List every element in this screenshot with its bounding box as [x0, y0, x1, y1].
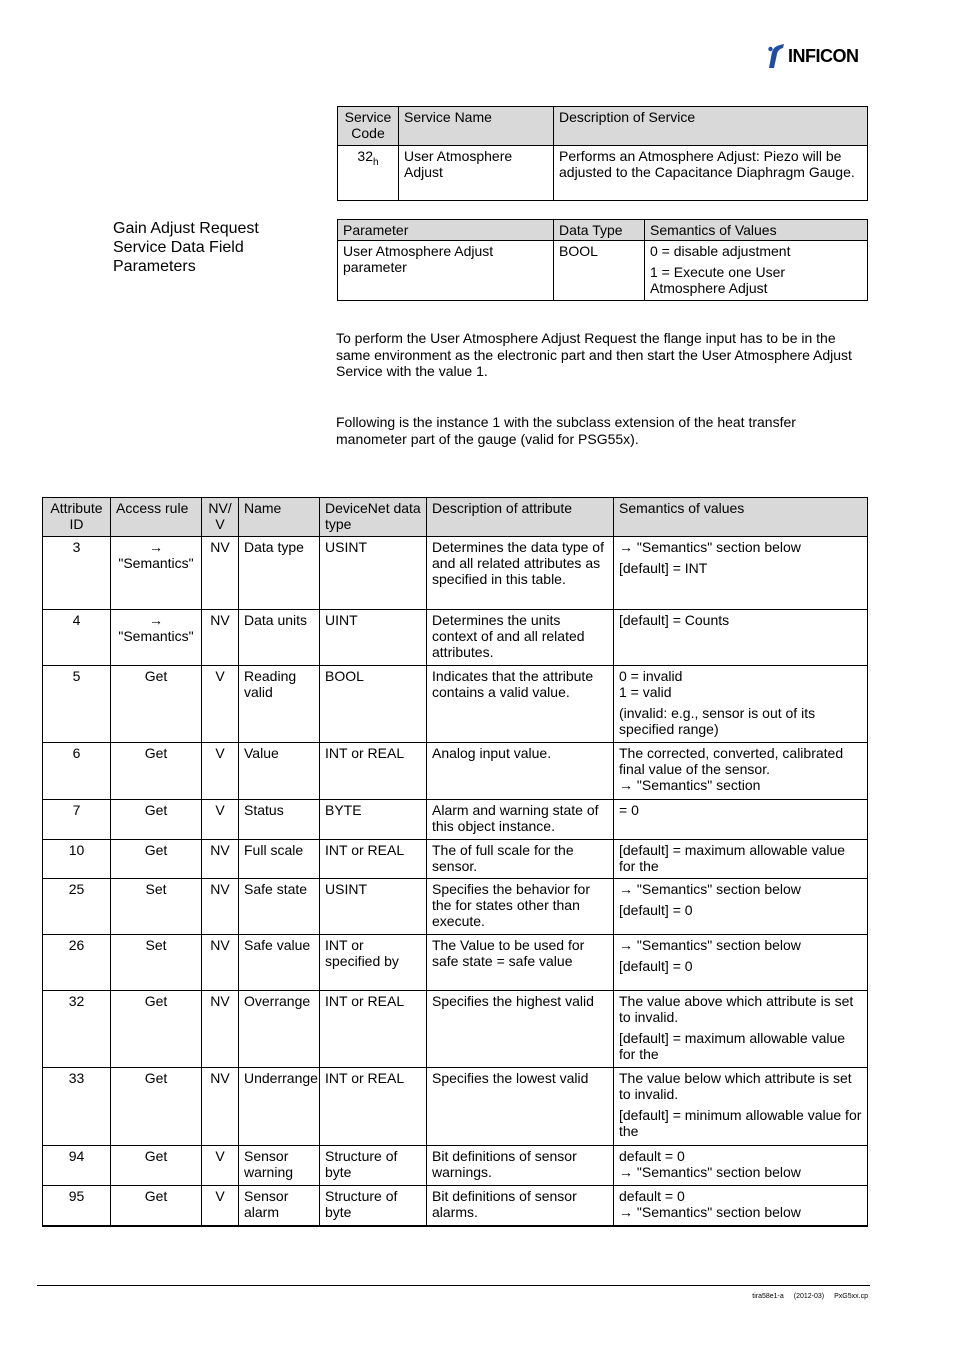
devicenet-type: Structure of byte	[320, 1146, 427, 1186]
column-header: Access rule	[111, 498, 202, 537]
attribute-description: The Value to be used for safe state = safe value	[427, 935, 614, 991]
devicenet-type: INT or REAL	[320, 991, 427, 1068]
attribute-id: 32	[43, 991, 111, 1068]
attribute-table	[42, 497, 868, 1227]
service-table-header	[338, 107, 868, 146]
access-rule: Get	[111, 1186, 202, 1226]
inficon-logo	[766, 44, 859, 68]
attribute-name: Reading valid	[239, 666, 320, 743]
table-row	[43, 1068, 868, 1146]
service-table	[337, 106, 868, 201]
attribute-description: Alarm and warning state of this object instance.	[427, 800, 614, 840]
devicenet-type: BYTE	[320, 800, 427, 840]
column-header: Semantics of Values	[645, 220, 868, 241]
devicenet-type: BOOL	[320, 666, 427, 743]
attribute-description: The of full scale for the sensor.	[427, 840, 614, 879]
access-rule: Get	[111, 743, 202, 800]
nv-v: NV	[202, 935, 239, 991]
table-row	[43, 537, 868, 610]
access-rule: Get	[111, 840, 202, 879]
attribute-semantics: [default] = maximum allowable value for the	[614, 840, 868, 879]
attribute-id: 5	[43, 666, 111, 743]
service-code: $32_h$	[338, 146, 399, 201]
column-header: Name	[239, 498, 320, 537]
attribute-id: 94	[43, 1146, 111, 1186]
attribute-id: 3	[43, 537, 111, 610]
table-row	[43, 991, 868, 1068]
nv-v: NV	[202, 610, 239, 666]
service-description: Performs an Atmosphere Adjust: Piezo will be adjusted to the Capacitance Diaphragm Gauge.	[554, 146, 868, 201]
attribute-name: Data type	[239, 537, 320, 610]
nv-v: NV	[202, 879, 239, 935]
access-rule: Get	[111, 800, 202, 840]
attribute-semantics: default = 0 → "Semantics" section below	[614, 1146, 868, 1186]
table-row	[43, 800, 868, 840]
devicenet-type: Structure of byte	[320, 1186, 427, 1226]
attribute-semantics: [default] = Counts	[614, 610, 868, 666]
table-row	[43, 935, 868, 991]
nv-v: V	[202, 800, 239, 840]
table-row	[338, 241, 868, 301]
column-header: NV/ V	[202, 498, 239, 537]
column-header: Service Name	[399, 107, 554, 146]
access-rule: Get	[111, 1146, 202, 1186]
devicenet-type: INT or REAL	[320, 743, 427, 800]
attribute-id: 26	[43, 935, 111, 991]
table-row	[43, 1146, 868, 1186]
attribute-name: Sensor warning	[239, 1146, 320, 1186]
table-row	[43, 879, 868, 935]
attribute-description: Analog input value.	[427, 743, 614, 800]
column-header: Description of Service	[554, 107, 868, 146]
nv-v: NV	[202, 1068, 239, 1146]
attribute-description: Specifies the lowest valid	[427, 1068, 614, 1146]
column-header: Semantics of values	[614, 498, 868, 537]
attribute-description: Determines the units context of and all related attributes.	[427, 610, 614, 666]
devicenet-type: USINT	[320, 537, 427, 610]
nv-v: V	[202, 1146, 239, 1186]
attribute-semantics: → "Semantics" section below [default] = 0	[614, 935, 868, 991]
table-row	[338, 146, 868, 201]
service-name: User Atmosphere Adjust	[399, 146, 554, 201]
attribute-name: Overrange	[239, 991, 320, 1068]
access-rule: Set	[111, 879, 202, 935]
column-header: DeviceNet data type	[320, 498, 427, 537]
attribute-description: Bit definitions of sensor alarms.	[427, 1186, 614, 1226]
attribute-description: Indicates that the attribute contains a valid value.	[427, 666, 614, 743]
attribute-semantics: = 0	[614, 800, 868, 840]
attribute-id: 6	[43, 743, 111, 800]
table-row	[43, 666, 868, 743]
attribute-description: Specifies the behavior for the for states other than execute.	[427, 879, 614, 935]
attribute-id: 33	[43, 1068, 111, 1146]
section-label: Gain Adjust Request Service Data Field Parameters	[113, 220, 259, 275]
paragraph: Following is the instance 1 with the subclass extension of the heat transfer manometer part of the gauge (valid for PSG55x).	[336, 414, 796, 447]
parameter-table	[337, 219, 868, 301]
attribute-table-header	[43, 498, 868, 537]
attribute-id: 25	[43, 879, 111, 935]
devicenet-type: INT or REAL	[320, 840, 427, 879]
nv-v: NV	[202, 840, 239, 879]
nv-v: NV	[202, 537, 239, 610]
attribute-id: 7	[43, 800, 111, 840]
access-rule: → "Semantics"	[111, 610, 202, 666]
attribute-id: 4	[43, 610, 111, 666]
table-row	[43, 610, 868, 666]
attribute-name: Safe state	[239, 879, 320, 935]
nv-v: V	[202, 666, 239, 743]
attribute-name: Full scale	[239, 840, 320, 879]
access-rule: → "Semantics"	[111, 537, 202, 610]
attribute-name: Sensor alarm	[239, 1186, 320, 1226]
devicenet-type: USINT	[320, 879, 427, 935]
parameter-name: User Atmosphere Adjust parameter	[338, 241, 554, 301]
footer: tira58e1-a (2012-03) PxG5xx.cp	[752, 1293, 868, 1300]
attribute-name: Status	[239, 800, 320, 840]
nv-v: NV	[202, 991, 239, 1068]
attribute-name: Underrange	[239, 1068, 320, 1146]
parameter-semantics: 0 = disable adjustment 1 = Execute one User Atmosphere Adjust	[645, 241, 868, 301]
attribute-description: Specifies the highest valid	[427, 991, 614, 1068]
access-rule: Set	[111, 935, 202, 991]
column-header: Description of attribute	[427, 498, 614, 537]
attribute-name: Value	[239, 743, 320, 800]
table-row	[43, 840, 868, 879]
attribute-semantics: → "Semantics" section below [default] = 0	[614, 879, 868, 935]
attribute-semantics: The value above which attribute is set to invalid. [default] = maximum allowable value for the	[614, 991, 868, 1068]
attribute-id: 10	[43, 840, 111, 879]
attribute-semantics: default = 0 → "Semantics" section below	[614, 1186, 868, 1226]
devicenet-type: INT or REAL	[320, 1068, 427, 1146]
brand-name: INFICON	[788, 45, 859, 66]
paragraph: To perform the User Atmosphere Adjust Request the flange input has to be in the same environment as the electronic part and then start the User Atmosphere Adjust Service with the value 1.	[336, 330, 852, 379]
parameter-table-header	[338, 220, 868, 241]
nv-v: V	[202, 1186, 239, 1226]
column-header: Service Code	[338, 107, 399, 146]
column-header: Parameter	[338, 220, 554, 241]
nv-v: V	[202, 743, 239, 800]
attribute-description: Determines the data type of and all related attributes as specified in this table.	[427, 537, 614, 610]
access-rule: Get	[111, 1068, 202, 1146]
access-rule: Get	[111, 666, 202, 743]
attribute-semantics: The value below which attribute is set to invalid. [default] = minimum allowable value for the	[614, 1068, 868, 1146]
parameter-type: BOOL	[554, 241, 645, 301]
attribute-description: Bit definitions of sensor warnings.	[427, 1146, 614, 1186]
devicenet-type: UINT	[320, 610, 427, 666]
column-header: Attribute ID	[43, 498, 111, 537]
attribute-semantics: 0 = invalid 1 = valid (invalid: e.g., sensor is out of its specified range)	[614, 666, 868, 743]
attribute-name: Safe value	[239, 935, 320, 991]
column-header: Data Type	[554, 220, 645, 241]
attribute-name: Data units	[239, 610, 320, 666]
devicenet-type: INT or specified by	[320, 935, 427, 991]
attribute-semantics: → "Semantics" section below [default] = INT	[614, 537, 868, 610]
table-row	[43, 1186, 868, 1226]
inficon-logo-icon	[766, 44, 786, 68]
attribute-semantics: The corrected, converted, calibrated final value of the sensor. → "Semantics" section	[614, 743, 868, 800]
access-rule: Get	[111, 991, 202, 1068]
footer-divider	[37, 1285, 870, 1286]
attribute-id: 95	[43, 1186, 111, 1226]
table-row	[43, 743, 868, 800]
